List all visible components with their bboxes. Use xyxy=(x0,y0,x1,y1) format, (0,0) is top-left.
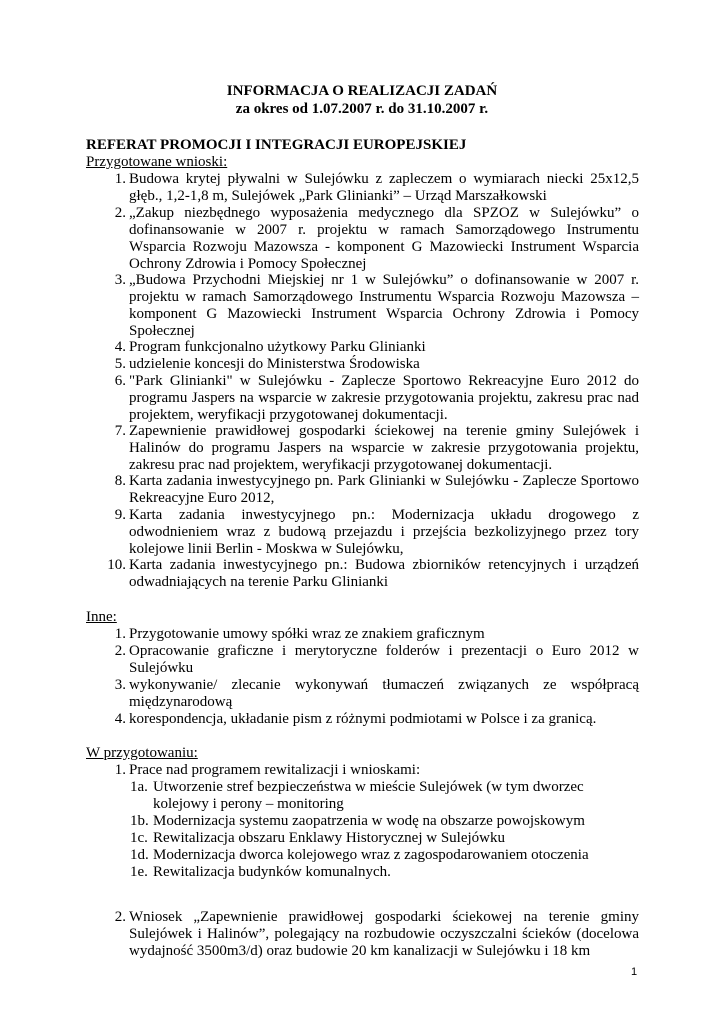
list-number: 1b. xyxy=(130,813,149,829)
list-text: Opracowanie graficzne i merytoryczne folderów i prezentacji o Euro 2012 w Sulejówku xyxy=(129,643,639,676)
sub-list-item xyxy=(130,864,639,881)
list-item xyxy=(86,339,639,356)
list-text: Przygotowanie umowy spółki wraz ze znakiem graficznym xyxy=(129,626,485,642)
list-number: 3. xyxy=(114,272,126,288)
list-number: 2. xyxy=(114,909,126,925)
list-number: 2. xyxy=(114,643,126,659)
list-number: 1a. xyxy=(130,779,148,795)
list-item xyxy=(86,205,639,273)
list-text: „Budowa Przychodni Miejskiej nr 1 w Sulejówku” o dofinansowanie w 2007 r. projektu w ramach Samorządowego Instrumentu Wsparcia Rozwoju Mazowsza – komponent G Mazowiecki Instrument Wsparcia Ochrony Zdrowia i Pomocy Społecznej xyxy=(129,272,639,339)
document-title: INFORMACJA O REALIZACJI ZADAŃ xyxy=(226,83,498,99)
list-number: 9. xyxy=(114,507,126,523)
list-text: Modernizacja dworca kolejowego wraz z zagospodarowaniem otoczenia xyxy=(153,847,589,863)
list-item xyxy=(86,557,639,591)
list-text: Karta zadania inwestycyjnego pn.: Budowa zbiorników retencyjnych i urządzeń odwadniających na terenie Parku Glinianki xyxy=(129,557,639,590)
list-number: 5. xyxy=(114,356,126,372)
list-text: udzielenie koncesji do Ministerstwa Środowiska xyxy=(129,356,420,372)
sub-list-item xyxy=(130,813,639,830)
list-item xyxy=(86,909,639,960)
list-number: 1. xyxy=(114,626,126,642)
list-text: Program funkcjonalno użytkowy Parku Glinianki xyxy=(129,339,426,355)
list-item xyxy=(86,473,639,507)
list-text: Wniosek „Zapewnienie prawidłowej gospodarki ściekowej na terenie gminy Sulejówek i Halinów”, polegający na rozbudowie oczyszczalni ścieków (docelowa wydajność 3500m3/d) oraz budowie 20 km kanalizacji w Sulejówku i 18 km xyxy=(129,909,639,959)
list-number: 10. xyxy=(107,557,126,573)
section-heading: REFERAT PROMOCJI I INTEGRACJI EUROPEJSKIEJ xyxy=(86,137,467,153)
list-text: Karta zadania inwestycyjnego pn. Park Glinianki w Sulejówku - Zaplecze Sportowo Rekreacyjne Euro 2012, xyxy=(129,473,639,506)
list-number: 7. xyxy=(114,423,126,439)
sub-list-item xyxy=(130,830,639,847)
document-period: za okres od 1.07.2007 r. do 31.10.2007 r. xyxy=(235,101,489,117)
list-item xyxy=(86,762,639,779)
list-text: „Zakup niezbędnego wyposażenia medycznego dla SPZOZ w Sulejówku” o dofinansowanie w 2007 r. projektu w ramach Samorządowego Instrumentu Wsparcia Rozwoju Mazowsza - komponent G Mazowiecki Instrument Wsparcia Ochrony Zdrowia i Pomocy Społecznej xyxy=(129,205,639,272)
list-text: Modernizacja systemu zaopatrzenia w wodę na obszarze powojskowym xyxy=(153,813,585,829)
list-item xyxy=(86,626,639,643)
list-item xyxy=(86,171,639,205)
list-number: 2. xyxy=(114,205,126,221)
list-text: Budowa krytej pływalni w Sulejówku z zapleczem o wymiarach niecki 25x12,5 głęb., 1,2-1,8 m, Sulejówek „Park Glinianki” – Urząd Marszałkowski xyxy=(129,171,639,204)
list-number: 4. xyxy=(114,339,126,355)
list-number: 1c. xyxy=(130,830,148,846)
list-text: Rewitalizacja obszaru Enklawy Historycznej w Sulejówku xyxy=(153,830,505,846)
list-item xyxy=(86,356,639,373)
list-text: Rewitalizacja budynków komunalnych. xyxy=(153,864,391,880)
list-item xyxy=(86,711,639,728)
list-number: 1. xyxy=(114,762,126,778)
list-text: Prace nad programem rewitalizacji i wnioskami: xyxy=(129,762,421,778)
subheading-in-preparation: W przygotowaniu: xyxy=(86,745,198,761)
sub-list-item xyxy=(130,779,639,813)
list-text: korespondencja, układanie pism z różnymi podmiotami w Polsce i za granicą. xyxy=(129,711,597,727)
list-number: 1e. xyxy=(130,864,148,880)
page-number: 1 xyxy=(631,966,638,978)
list-text: wykonywanie/ zlecanie wykonywań tłumaczeń związanych ze współpracą międzynarodową xyxy=(129,677,639,710)
list-number: 6. xyxy=(114,373,126,389)
list-item xyxy=(86,643,639,677)
list-number: 3. xyxy=(114,677,126,693)
list-number: 8. xyxy=(114,473,126,489)
list-item xyxy=(86,272,639,340)
list-number: 1. xyxy=(114,171,126,187)
list-item xyxy=(86,507,639,558)
list-text: Karta zadania inwestycyjnego pn.: Modernizacja układu drogowego z odwodnieniem wraz z budową przejazdu i przejścia bezkolizyjnego przez tory kolejowe linii Berlin - Moskwa w Sulejówku, xyxy=(129,507,639,557)
list-item xyxy=(86,373,639,424)
sub-list-item xyxy=(130,847,639,864)
list-text: Utworzenie stref bezpieczeństwa w mieście Sulejówek (w tym dworzec kolejowy i perony – monitoring xyxy=(153,779,584,812)
list-number: 4. xyxy=(114,711,126,727)
list-number: 1d. xyxy=(130,847,149,863)
subheading-other: Inne: xyxy=(86,609,117,625)
list-text: "Park Glinianki" w Sulejówku - Zaplecze Sportowo Rekreacyjne Euro 2012 do programu Jaspers na wsparcie w zakresie przygotowania projektu, zakresu prac nad projektem, weryfikacji przygotowanej dokumentacji. xyxy=(129,373,639,423)
list-item xyxy=(86,677,639,711)
list-text: Zapewnienie prawidłowej gospodarki ściekowej na terenie gminy Sulejówek i Halinów do programu Jaspers na wsparcie w zakresie przygotowania projektu, zakresu prac nad projektem, weryfikacji przygotowanej dokumentacji. xyxy=(129,423,639,473)
list-item xyxy=(86,423,639,474)
subheading-prepared-applications: Przygotowane wnioski: xyxy=(86,154,228,170)
